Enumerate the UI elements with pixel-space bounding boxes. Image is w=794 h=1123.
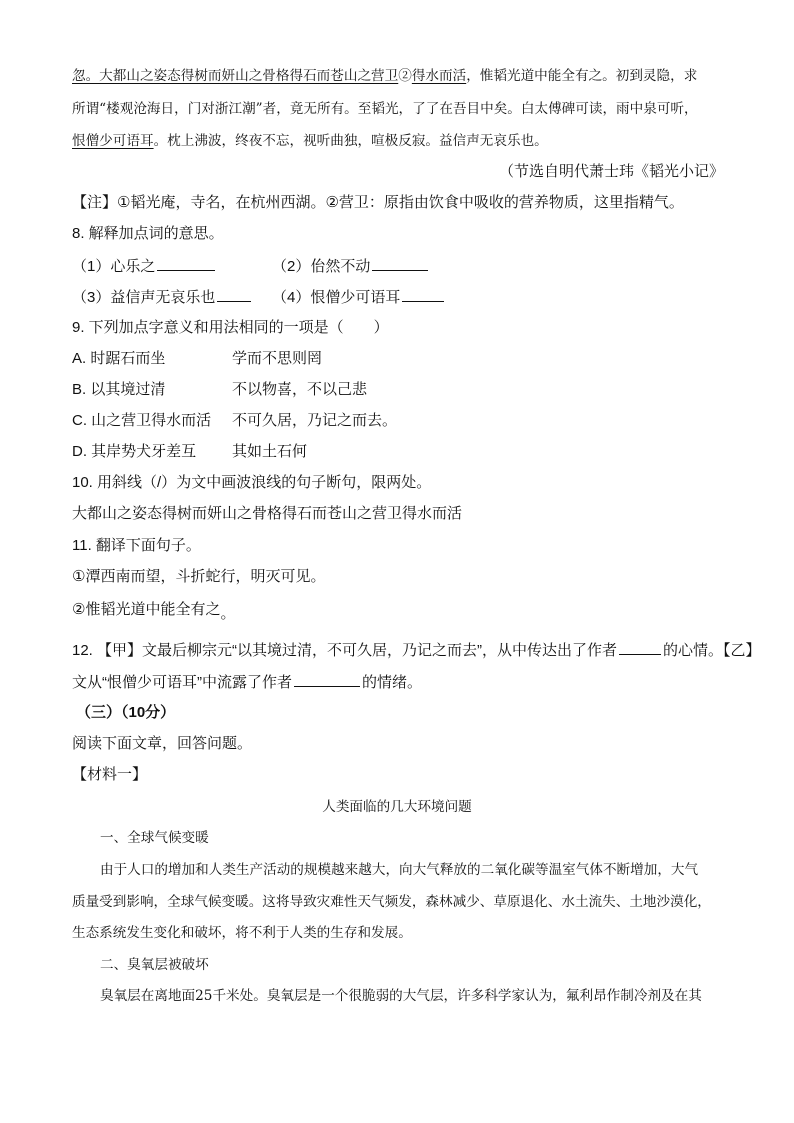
article-heading-1: 一、全球气候变暖 [100,830,209,846]
q12-line-2-post: 的情绪。 [362,674,423,691]
passage-line-2: 所谓“楼观沧海日，门对浙江潮”者，竟无所有。至韬光，了了在吾目中矣。白太傅碑可读，雨中泉可听， [72,101,698,117]
q9-option-a-pair: 学而不思则罔 [232,350,323,367]
q12-line-2 [72,672,422,693]
q10-sentence: 大都山之姿态得树而妍山之骨格得石而苍山之营卫得水而活 [72,505,463,522]
section-3-instruction: 阅读下面文章，回答问题。 [72,735,253,752]
q11-sentence-2 [72,600,235,620]
answer-blank[interactable] [294,672,360,687]
note-marker: ② [398,68,412,84]
q9-option-c-pair: 不可久居，乃记之而去。 [232,412,398,429]
answer-blank[interactable] [402,287,444,302]
underlined-phrase: 恨僧少可语耳 [72,133,154,149]
q9-option-b[interactable]: B. 以其境过清 [72,381,166,398]
q8-item-1 [72,256,217,277]
article-paragraph-1-line-3: 生态系统发生变化和破坏，将不利于人类的生存和发展。 [72,925,412,941]
q9-option-a[interactable]: A. 时踞石而坐 [72,350,166,367]
q11-stem: 11. 翻译下面句子。 [72,537,201,554]
q11-sentence-1: ①潭西南而望，斗折蛇行，明灭可见。 [72,568,326,585]
article-paragraph-1-line-2: 质量受到影响，全球气候变暖。这将导致灾难性天气频发，森林减少、草原退化、水土流失、土地沙漠化， [72,894,711,910]
passage-line-1-mid: 得水而活 [411,68,467,84]
q12-line-2-pre: 文从“恨僧少可语耳”中流露了作者 [72,674,292,691]
article-heading-2: 二、臭氧层被破坏 [100,957,209,973]
passage-line-3-rest: 。枕上沸波，终夜不忘，视听曲独，喧极反寂。益信声无哀乐也。 [153,133,548,149]
q10-stem: 10. 用斜线（/）为文中画波浪线的句子断句，限两处。 [72,474,432,491]
passage-source: （节选自明代萧士玮《韬光小记》 [498,163,724,180]
answer-blank[interactable] [217,287,251,302]
q12-line-1-post: 的心情。【乙】 [663,642,761,659]
q9-stem: 9. 下列加点字意义和用法相同的一项是（ ） [72,319,389,336]
q8-item-4-label: （4）恨僧少可语耳 [272,289,401,306]
answer-blank[interactable] [372,256,428,271]
section-3-title: （三）（10分） [76,704,176,721]
article-paragraph-2-line-1: 臭氧层在离地面25千米处。臭氧层是一个很脆弱的大气层，许多科学家认为，氟利昂作制冷剂及在其 [100,988,702,1004]
q11-sentence-2-text: ②惟韬光道中能全有之 [72,601,221,618]
q8-item-1-label: （1）心乐之 [72,258,156,275]
q9-option-d[interactable]: D. 其岸势犬牙差互 [72,443,197,460]
q8-item-4 [272,287,446,308]
q11-sentence-2-end: 。 [220,605,236,622]
material-label: 【材料一】 [72,766,148,783]
q9-option-b-pair: 不以物喜，不以己悲 [232,381,368,398]
q12-line-1-pre: 12. 【甲】文最后柳宗元“以其境过清，不可久居，乃记之而去”，从中传达出了作者 [72,642,618,659]
q8-item-3 [72,287,253,308]
q9-option-c[interactable]: C. 山之营卫得水而活 [72,412,212,429]
q12-line-1 [72,640,761,661]
q8-stem: 8. 解释加点词的意思。 [72,225,224,242]
passage-line-1-post: ，惟韬光道中能全有之。初到灵隐，求 [466,68,698,84]
passage-line-3 [72,131,548,151]
article-paragraph-1-line-1: 由于人口的增加和人类生产活动的规模越来越大，向大气释放的二氧化碳等温室气体不断增加，大气 [100,862,699,878]
passage-line-1-pre: 忽。大都山之姿态得树而妍山之骨格得石而苍山之营卫 [72,68,399,84]
q8-item-2-label: （2）佁然不动 [272,258,371,275]
article-title: 人类面临的几大环境问题 [322,799,472,815]
answer-blank[interactable] [619,640,661,655]
q9-option-d-pair: 其如土石何 [232,443,308,460]
answer-blank[interactable] [157,256,215,271]
q8-item-3-label: （3）益信声无哀乐也 [72,289,216,306]
annotation-note: 【注】①韬光庵，寺名，在杭州西湖。②营卫：原指由饮食中吸收的营养物质，这里指精气。 [72,194,684,211]
q8-item-2 [272,256,430,277]
passage-line-1 [72,66,697,86]
